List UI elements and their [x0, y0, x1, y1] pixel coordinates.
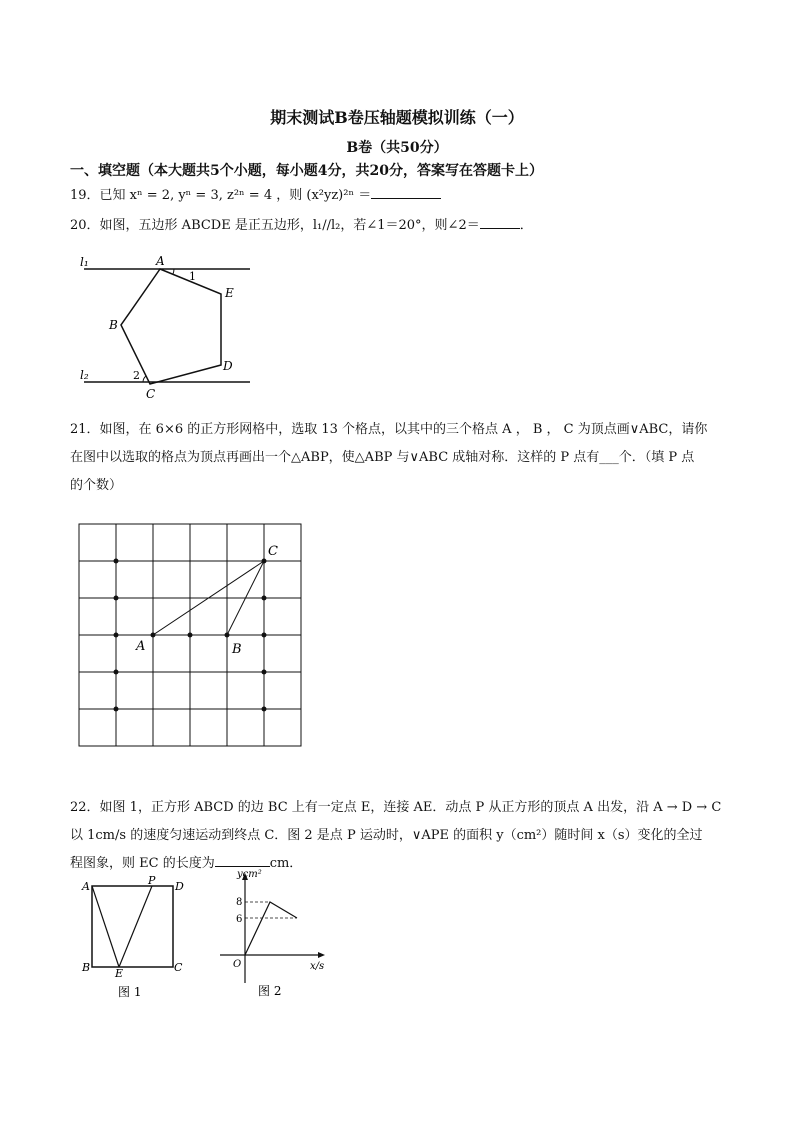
question-21: 21．如图，在 6×6 的正方形网格中，选取 13 个格点，以其中的三个格点 A ， B ， C 为顶点画∨ABC，请你 在图中以选取的格点为顶点再画出一个△ABP，使△ABP 与∨ABC 成轴对称．这样的 P 点有___个．（填 P 点 的个数） [70, 422, 708, 493]
label-B: B [232, 642, 242, 657]
answer-blank [480, 214, 520, 229]
figure-1-caption: 图 1 [118, 985, 142, 999]
question-number: 22． [70, 800, 100, 815]
answer-blank [371, 184, 441, 199]
question-text: 已知 xⁿ = 2, yⁿ = 3, z²ⁿ = 4 ，则 (x²yz)²ⁿ ＝ [99, 188, 372, 203]
section-heading: 一、填空题（本大题共5个小题，每小题4分，共20分，答案写在答题卡上） [70, 163, 543, 179]
label-B: B [109, 318, 118, 332]
label-A: A [136, 639, 146, 654]
label-C: C [268, 544, 278, 559]
question-number: 20． [70, 218, 100, 233]
tick-8: 8 [236, 897, 243, 908]
label-E: E [225, 286, 234, 300]
label-l1: l₁ [80, 255, 89, 269]
label-B: B [82, 961, 91, 974]
question-number: 21． [70, 422, 100, 437]
label-C: C [146, 387, 156, 401]
area-graph [215, 865, 330, 1003]
label-A: A [82, 880, 90, 893]
label-D: D [223, 359, 233, 373]
graph-curve [245, 902, 297, 955]
label-D: D [175, 880, 184, 893]
page-subtitle: B卷（共50分） [346, 140, 448, 156]
question-19 [70, 182, 441, 210]
question-text: 如图，五边形 ABCDE 是正五边形，l₁//l₂，若∠1＝20°，则∠2＝ [99, 218, 480, 233]
question-22: 22．如图 1，正方形 ABCD 的边 BC 上有一定点 E，连接 AE．动点 P 从正方形的顶点 A 出发，沿 A → D → C 以 1cm/s 的速度匀速运动到终点 C．图 2 是点 P 运动时，∨APE 的面积 y（cm²）随时间 x（s）变化的全过 程图象，则 EC 的长度为 cm． [70, 800, 722, 871]
page-title: 期末测试B卷压轴题模拟训练（一） [270, 108, 524, 127]
label-C: C [174, 961, 183, 974]
origin-label: O [233, 959, 242, 970]
y-axis-label: ycm² [237, 869, 262, 880]
figure-2-caption: 图 2 [258, 984, 282, 998]
label-angle2: 2 [133, 369, 140, 382]
grid-figure [78, 523, 302, 748]
label-A: A [156, 254, 165, 268]
square-ABCD [92, 886, 173, 967]
pentagon-ABCDE [121, 269, 221, 384]
question-20: 20．如图，五边形 ABCDE 是正五边形，l₁//l₂，若∠1＝20°，则∠2＝ ． [70, 212, 533, 240]
label-angle1: 1 [189, 270, 196, 283]
pentagon-figure [78, 252, 258, 402]
tick-6: 6 [236, 914, 243, 925]
question-number: 19． [70, 188, 100, 203]
square-figure [78, 876, 193, 1001]
label-E: E [115, 967, 124, 980]
label-P: P [148, 876, 156, 887]
label-l2: l₂ [80, 368, 89, 382]
x-axis-label: x/s [310, 961, 325, 972]
